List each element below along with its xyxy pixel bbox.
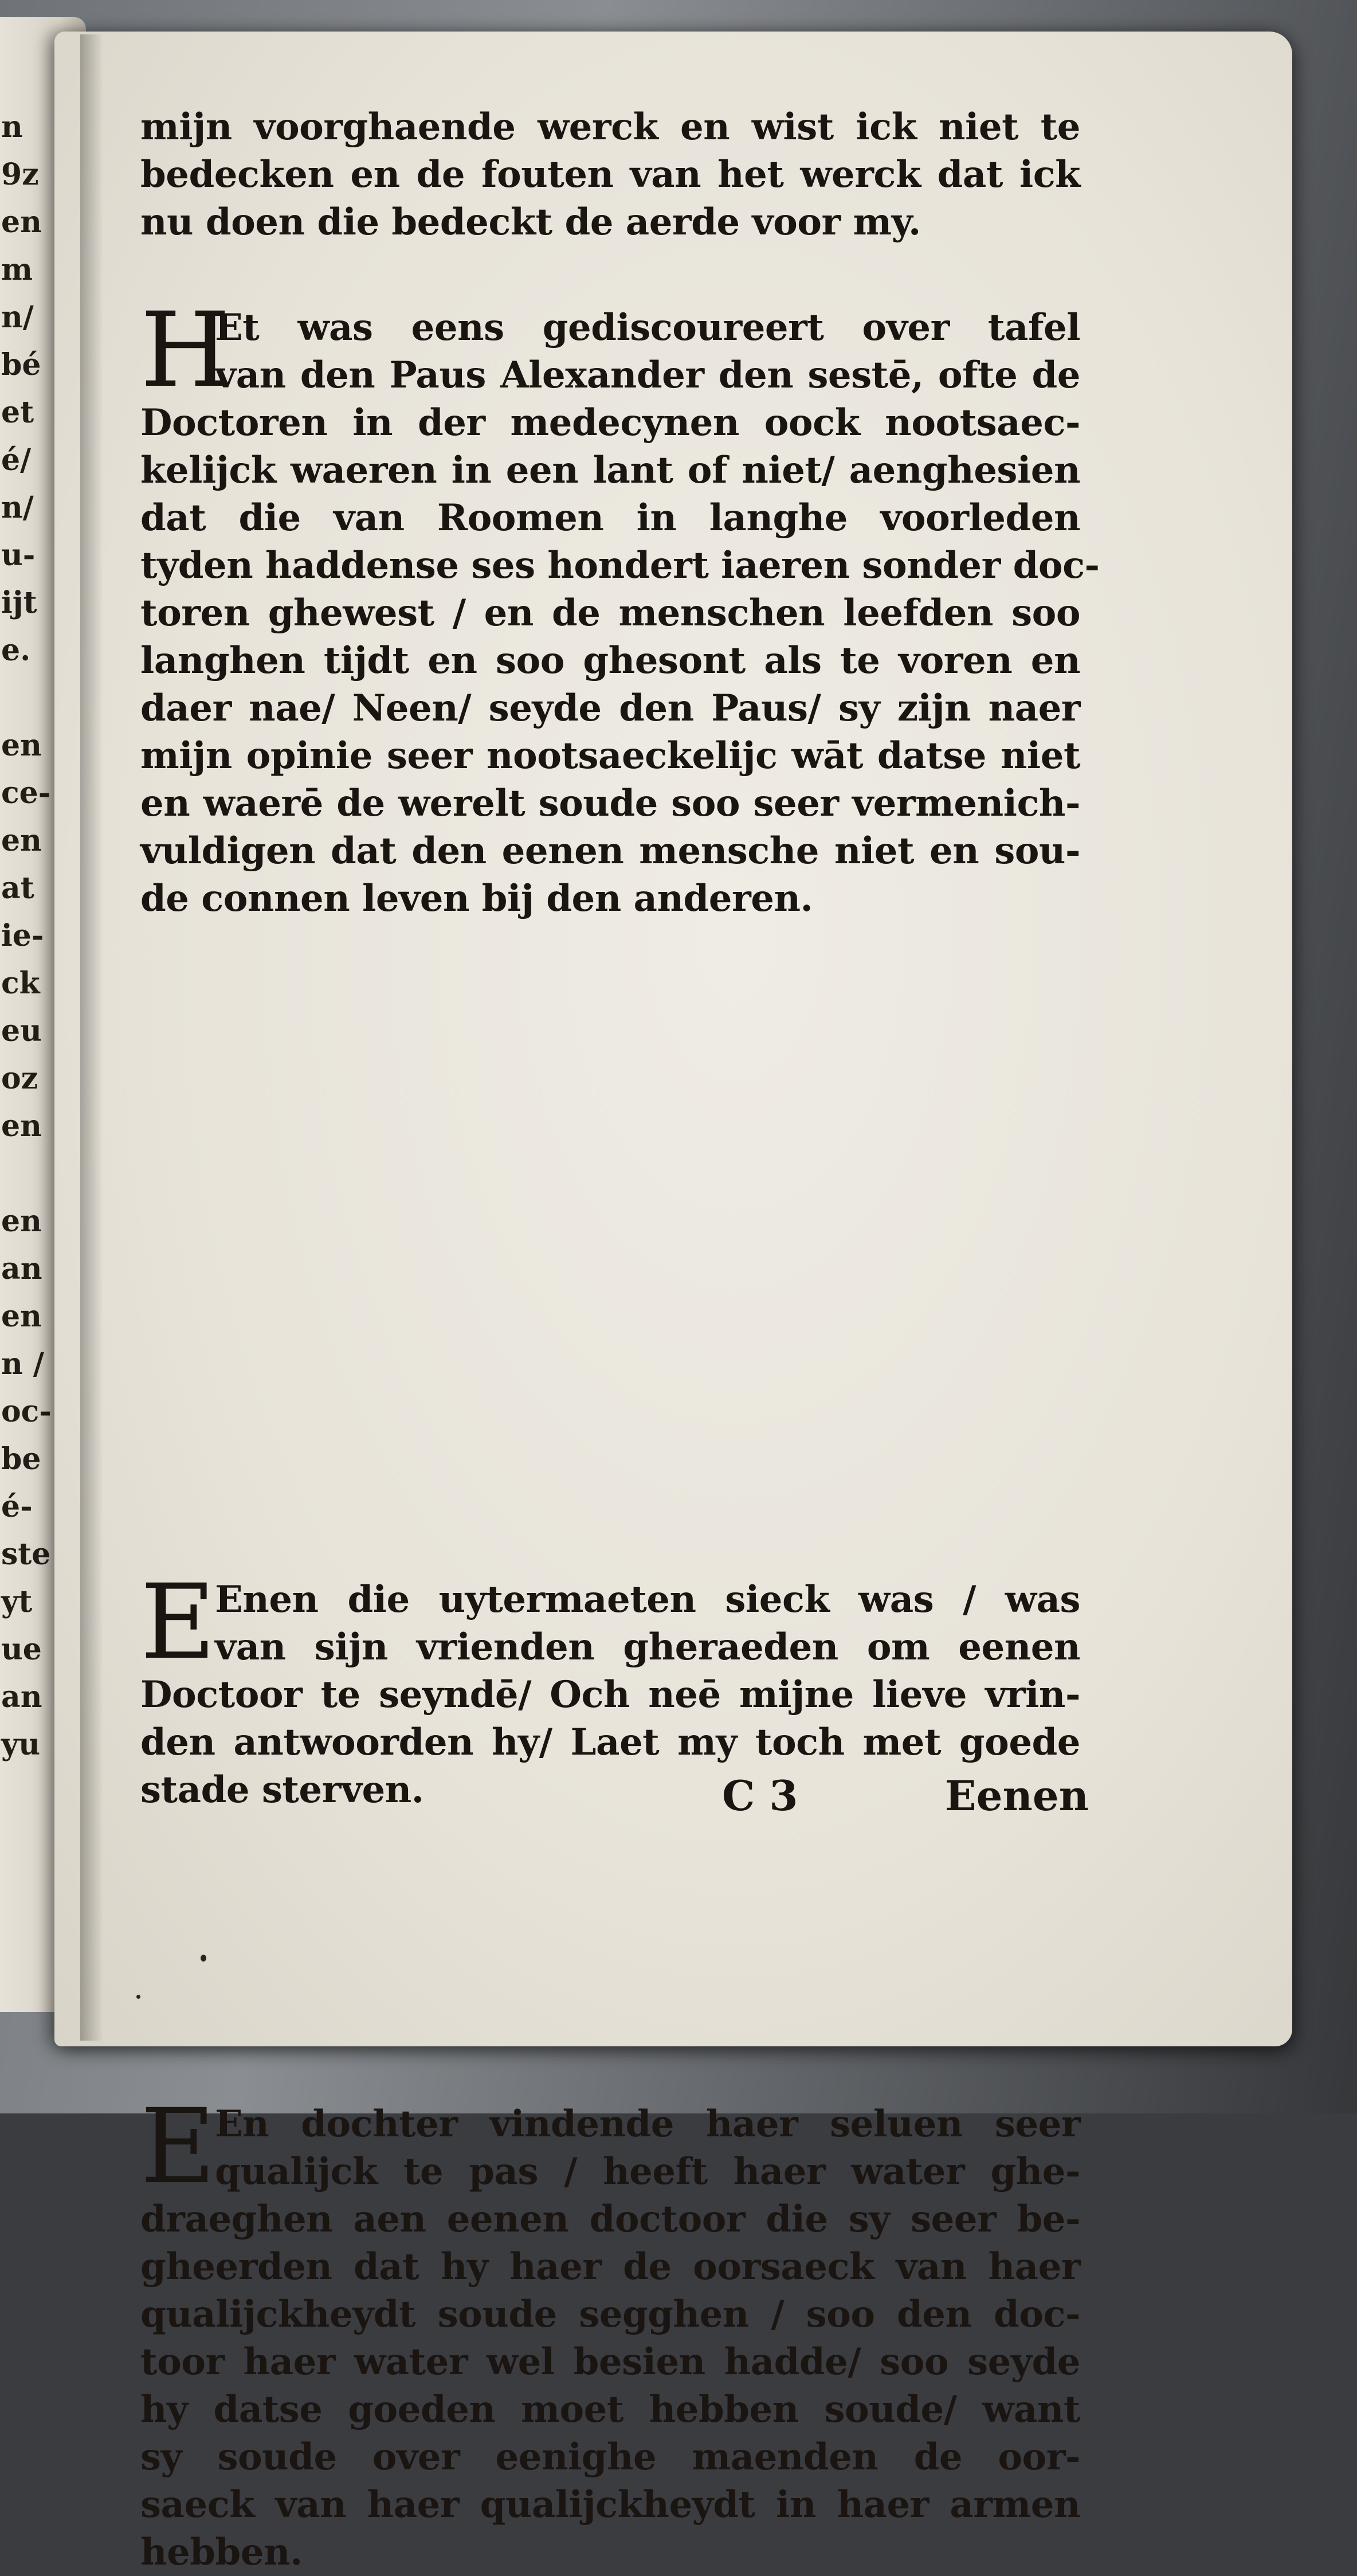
text-line: saeck van haer qualijckheydt in haer armen — [140, 2483, 1080, 2526]
text-line: mijn opinie seer nootsaeckelijc wāt datse niet — [140, 734, 1080, 777]
left-page-fragment: oc- — [1, 1394, 52, 1429]
dropcap-letter: H — [140, 291, 230, 410]
text-line: daer nae/ Neen/ seyde den Paus/ sy zijn naer — [140, 687, 1080, 730]
text-line: gheerden dat hy haer de oorsaeck van haer — [140, 2245, 1080, 2288]
left-page-fragment: n — [1, 109, 23, 144]
text-line: toor haer water wel besien hadde/ soo seyde — [140, 2340, 1080, 2383]
text-line: En dochter vindende haer seluen seer — [215, 2103, 1080, 2146]
left-page-fragment: yu — [1, 1727, 41, 1762]
left-page-fragment: an — [1, 1251, 42, 1286]
page-footer — [722, 1771, 1089, 1829]
left-page-fragment: an — [1, 1680, 42, 1714]
left-page-fragment: n/ — [1, 300, 34, 335]
signature-mark: C 3 — [722, 1771, 798, 1820]
left-page-fragment: é/ — [1, 443, 32, 477]
text-line: langhen tijdt en soo ghesont als te voren en — [140, 639, 1080, 682]
left-page-fragment: et — [1, 395, 34, 430]
left-page-fragment: 9z — [1, 157, 39, 192]
dropcap-letter: E — [140, 2087, 216, 2207]
ink-speck — [136, 1995, 140, 1999]
text-line: de connen leven bij den anderen. — [140, 877, 813, 920]
text-line: draeghen aen eenen doctoor die sy seer be- — [140, 2198, 1080, 2241]
text-line: Doctoren in der medecynen oock nootsaec- — [140, 401, 1080, 444]
left-page-fragment: ue — [1, 1632, 42, 1667]
left-page-fragment: en — [1, 205, 42, 240]
left-page-fragment: é- — [1, 1489, 33, 1524]
text-line: qualijckheydt soude segghen / soo den doc- — [140, 2293, 1080, 2336]
text-line: Doctoor te seyndē/ Och neē mijne lieve vrin- — [140, 1673, 1080, 1716]
text-line: nu doen die bedeckt de aerde voor my. — [140, 201, 921, 244]
left-page-fragment: eu — [1, 1013, 42, 1048]
text-line: Enen die uytermaeten sieck was / was — [215, 1578, 1080, 1621]
left-page-fragment: ste — [1, 1537, 51, 1572]
text-line: tyden haddense ses hondert iaeren sonder doc- — [140, 544, 1100, 587]
left-page-fragment: ie- — [1, 918, 44, 953]
dropcap-letter: E — [140, 1563, 216, 1682]
left-page-fragment: oz — [1, 1061, 38, 1096]
text-line: Et was eens gediscoureert over tafel — [215, 306, 1080, 349]
left-page-fragment: en — [1, 728, 42, 763]
paragraph-continuation — [140, 103, 1080, 246]
left-page-fragment: at — [1, 871, 34, 906]
text-line: dat die van Roomen in langhe voorleden — [140, 496, 1080, 539]
left-page-fragment: e. — [1, 633, 31, 668]
left-page-fragment: en — [1, 1299, 42, 1334]
left-page-fragment: yt — [1, 1584, 33, 1619]
paragraph-pope-alexander — [140, 291, 1100, 922]
text-line: bedecken en de fouten van het werck dat ick — [140, 153, 1080, 196]
left-page-fragment: en — [1, 1109, 42, 1144]
text-line: sy soude over eenighe maenden de oor- — [140, 2436, 1080, 2479]
left-page-fragment: en — [1, 823, 42, 858]
paragraph-daughter — [140, 2087, 1080, 2576]
left-page-fragment: m — [1, 252, 33, 287]
left-page-fragment: ck — [1, 966, 40, 1001]
text-line: den antwoorden hy/ Laet my toch met goede — [140, 1721, 1080, 1764]
left-page-fragment: en — [1, 1204, 42, 1239]
text-line: stade sterven. — [140, 1768, 424, 1811]
left-page-fragment: n / — [1, 1346, 44, 1381]
left-page-fragment: ce- — [1, 776, 51, 811]
text-line: mijn voorghaende werck en wist ick niet te — [140, 105, 1080, 148]
ink-speck — [201, 1955, 206, 1962]
text-line: hebben. — [140, 2531, 303, 2574]
text-line: van den Paus Alexander den sestē, ofte de — [215, 354, 1080, 397]
text-line: vuldigen dat den eenen mensche niet en sou- — [140, 829, 1080, 872]
catchword: Eenen — [944, 1771, 1089, 1820]
text-line: qualijck te pas / heeft haer water ghe- — [215, 2150, 1080, 2193]
left-page-fragment: bé — [1, 347, 41, 382]
text-line: hy datse goeden moet hebben soude/ want — [140, 2388, 1080, 2431]
left-page-fragment: ijt — [1, 585, 37, 620]
left-page-fragment: be — [1, 1442, 41, 1477]
page-gutter-shadow — [80, 34, 103, 2041]
text-line: toren ghewest / en de menschen leefden soo — [140, 592, 1080, 635]
text-line: kelijck waeren in een lant of niet/ aenghesien — [140, 449, 1080, 492]
text-line: van sijn vrienden gheraeden om eenen — [215, 1626, 1080, 1669]
text-line: en waerē de werelt soude soo seer vermenich- — [140, 782, 1080, 825]
left-page-fragment: n/ — [1, 490, 34, 525]
left-page-fragment: u- — [1, 538, 36, 573]
